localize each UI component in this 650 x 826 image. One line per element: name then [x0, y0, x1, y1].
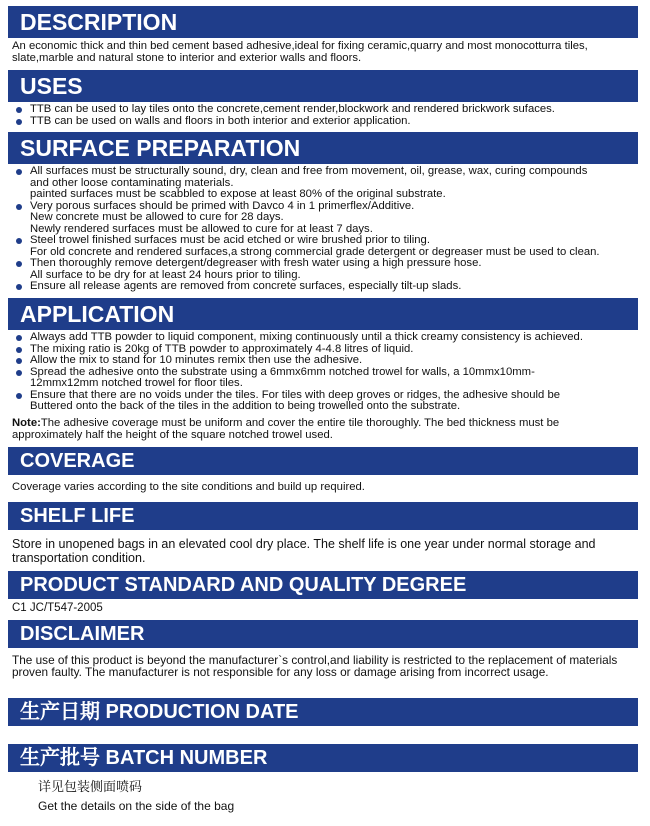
batch-text-en: Get the details on the side of the bag	[38, 799, 235, 813]
list-item: Ensure all release agents are removed from concrete surfaces, especially tilt-up slads.	[14, 281, 640, 293]
bullet-icon	[16, 238, 22, 244]
bullet-icon	[16, 358, 22, 364]
bullet-icon	[16, 169, 22, 175]
batch-number-heading: 生产批号 BATCH NUMBER	[8, 744, 638, 772]
production-date-heading: 生产日期 PRODUCTION DATE	[8, 698, 638, 726]
bullet-icon	[16, 284, 22, 290]
bullet-icon	[16, 347, 22, 353]
list-item-continued: and other loose contaminating materials.	[30, 176, 234, 189]
list-item-continued: New concrete must be allowed to cure for 28 days.	[30, 211, 284, 223]
list-item: TTB can be used on walls and floors in both interior and exterior application.	[14, 116, 640, 128]
list-item: Steel trowel finished surfaces must be acid etched or wire brushed prior to tiling.	[14, 235, 640, 247]
application-note	[12, 418, 640, 441]
standard-text: C1 JC/T547-2005	[12, 602, 103, 614]
list-item: Spread the adhesive onto the substrate using a 6mmx6mm notched trowel for walls, a 10mmx10mm-	[14, 367, 640, 379]
bullet-icon	[16, 204, 22, 210]
list-item: Then thoroughly remove detergent/degreaser with fresh water using a high pressure hose.	[14, 258, 640, 270]
bullet-icon	[16, 393, 22, 399]
bullet-icon	[16, 107, 22, 113]
uses-list	[14, 104, 640, 127]
list-item-continued: 12mmx12mm notched trowel for floor tiles.	[30, 377, 243, 389]
description-heading: DESCRIPTION	[8, 6, 638, 38]
list-item: Very porous surfaces should be primed with Davco 4 in 1 primerflex/Additive.	[14, 201, 640, 213]
disclaimer-heading: DISCLAIMER	[8, 620, 638, 648]
list-item-continued: All surface to be dry for at least 24 hours prior to tiling.	[30, 268, 301, 281]
application-heading: APPLICATION	[8, 298, 638, 330]
list-item-continued: Newly rendered surfaces must be allowed to cure for at least 7 days.	[30, 222, 373, 235]
bullet-icon	[16, 119, 22, 125]
batch-text-cn: 详见包装侧面喷码	[38, 779, 143, 794]
coverage-heading: COVERAGE	[8, 447, 638, 475]
note-label: Note:	[12, 417, 41, 429]
surface-list	[14, 166, 640, 293]
list-item: Allow the mix to stand for 10 minutes remix then use the adhesive.	[14, 355, 640, 367]
note-text-continued: approximately half the height of the square notched trowel used.	[12, 428, 333, 441]
surface-heading: SURFACE PREPARATION	[8, 132, 638, 164]
shelf-life-heading: SHELF LIFE	[8, 502, 638, 530]
description-text: An economic thick and thin bed cement based adhesive,ideal for fixing ceramic,quarry and most monocotturra tiles, slate,marble and natural stone to interior and exterior walls and floors.	[12, 40, 588, 64]
list-item: TTB can be used to lay tiles onto the concrete,cement render,blockwork and rendered brickwork sufaces.	[14, 104, 640, 116]
bullet-icon	[16, 261, 22, 267]
list-item: Ensure that there are no voids under the tiles. For tiles with deep groves or ridges, the adhesive should be	[14, 390, 640, 402]
standard-heading: PRODUCT STANDARD AND QUALITY DEGREE	[8, 571, 638, 599]
application-list	[14, 332, 640, 413]
list-item-continued: Buttered onto the back of the tiles in the addition to being trowelled onto the substrate.	[30, 400, 461, 412]
shelf-life-text: Store in unopened bags in an elevated cool dry place. The shelf life is one year under normal storage and transportation condition.	[12, 537, 596, 565]
bullet-icon	[16, 370, 22, 376]
disclaimer-text: The use of this product is beyond the manufacturer`s control,and liability is restricted to the replacement of materials proven faulty. The manufacturer is not responsible for any loss or damage arising from incorrect usage.	[12, 653, 618, 679]
bullet-icon	[16, 335, 22, 341]
list-item: The mixing ratio is 20kg of TTB powder to approximately 4-4.8 litres of liquid.	[14, 344, 640, 356]
note-text: The adhesive coverage must be uniform and cover the entire tile thoroughly. The bed thickness must be	[40, 417, 560, 429]
coverage-text: Coverage varies according to the site conditions and build up required.	[12, 481, 365, 493]
list-item: Always add TTB powder to liquid component, mixing continuously until a thick creamy consistency is achieved.	[14, 332, 640, 344]
list-item: All surfaces must be structurally sound, dry, clean and free from movement, oil, grease, wax, curing compounds	[14, 166, 640, 178]
uses-heading: USES	[8, 70, 638, 102]
list-item-continued: For old concrete and rendered surfaces,a strong commercial grade detergent or degreaser must be used to clean.	[30, 245, 600, 258]
list-item-continued: painted surfaces must be scabbled to expose at least 80% of the original substrate.	[30, 188, 446, 200]
